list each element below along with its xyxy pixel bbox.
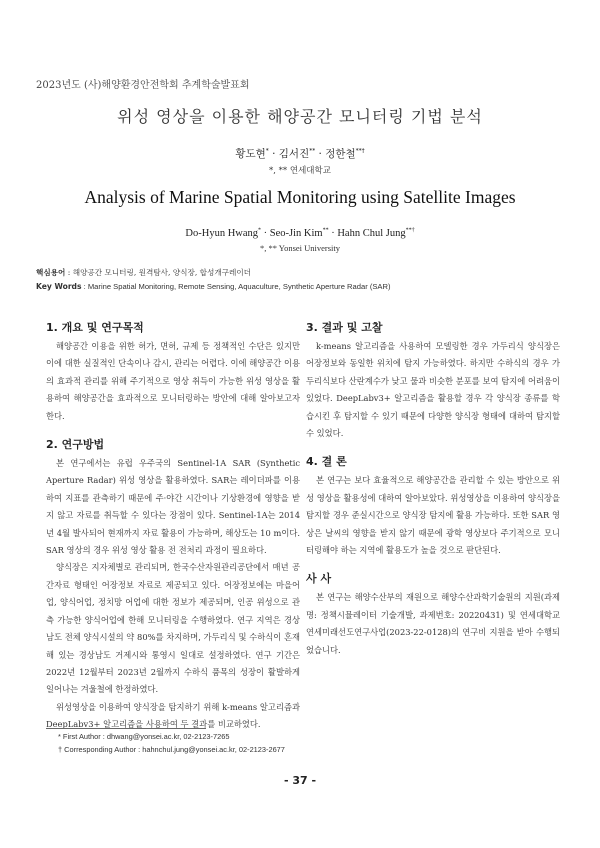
author-3-name: Hahn Chul Jung [337,228,406,239]
keywords-english [36,282,391,291]
section-heading-conclusion: 4. 결 론 [306,455,347,469]
section-heading-methods: 2. 연구방법 [46,438,105,452]
keywords-korean-label: 핵심용어 [36,268,66,277]
keywords-english-label: Key Words [36,282,82,291]
section-paragraph: 본 연구는 보다 효율적으로 해양공간을 관리할 수 있는 방안으로 위성 영상을 활용성에 대하여 알아보았다. 위성영상을 이용하여 양식장을 탐지할 경우 준실시간으로 양식장 탐지에 활용 가능하다. 또한 SAR 영상은 날씨의 영향을 받지 않기 때문에 광학 영상보다 주기적으로 모니터링해야 하는 지역에 활용도가 높을 것으로 판단된다. [306,475,560,556]
author-3-name: 정한철 [325,148,356,160]
author-separator: · [328,228,338,239]
keywords-korean [36,267,251,278]
author-separator: · [261,228,270,239]
author-separator: · [268,148,279,160]
page-number: - 37 - [283,774,317,787]
authors-english [0,228,600,239]
section-paragraph: k-means 알고리즘을 사용하여 모델링한 경우 가두리식 양식장은 어장정보와 동일한 위치에 탐지 가능하였다. 하지만 수하식의 경우 가두리식보다 산란계수가 낮고 물과 비슷한 분포를 보여 탐지에 어려움이 있었다. DeepLabv3+ 알고리즘을 활용할 경우 각 양식장 종류를 학습시킨 후 탐지할 수 있기 때문에 다양한 양식장 형태에 대하여 탐지할 수 있었다. [306,341,560,439]
author-separator: · [315,148,326,160]
title-korean: 위성 영상을 이용한 해양공간 모니터링 기법 분석 [117,107,483,126]
section-paragraph: 본 연구에서는 유럽 우주국의 Sentinel-1A SAR (Synthetic Aperture Radar) 위성 영상을 활용하였다. SAR는 레이더파를 이용하여 지표를 관측하기 때문에 주·야간 시간이나 기상환경에 영향을 받지 않고 자료를 취득할 수 있다는 장점이 있다. Sentinel-1A는 2014년 4월 발사되어 현재까지 자료 활용이 가능하며, 해상도는 10 m이다. SAR 영상의 경우 위성 영상 활용 전 전처리 과정이 필요하다. [46,458,300,556]
author-1-mark: * [265,147,269,155]
section-paragraph: 해양공간 이용을 위한 허가, 면허, 규제 등 정책적인 수단은 있지만 이에 대한 실질적인 단속이나 감시, 관리는 어렵다. 이에 해양공간 이용의 효과적 관리를 위해 주기적으로 영상 취득이 가능한 위성 영상을 활용하여 해양공간을 효과적으로 모니터링하는 방안에 대해 알아보고자 한다. [46,341,300,421]
right-column [306,318,560,659]
author-2-mark: ** [322,227,329,234]
section-paragraph: 위성영상을 이용하여 양식장을 탐지하기 위해 k-means 알고리즘과 DeepLabv3+ 알고리즘을 사용하여 두 결과를 비교하였다. [46,701,300,730]
author-1-name: Do-Hyun Hwang [185,228,259,239]
author-1-name: 황도현 [235,148,266,160]
footnote-corresponding-author: † Corresponding Author : hahnchul.jung@yonsei.ac.kr, 02-2123-2677 [58,745,285,754]
affiliation-english: *, ** Yonsei University [259,243,341,253]
footnote-first-author: * First Author : dhwang@yonsei.ac.kr, 02-2123-7265 [58,732,230,741]
section-heading-results: 3. 결과 및 고찰 [306,321,383,334]
conference-header: 2023년도 (사)해양환경안전학회 추계학술발표회 [36,80,250,91]
authors-korean [0,146,600,161]
keywords-english-text: : Marine Spatial Monitoring, Remote Sensing, Aquaculture, Synthetic Aperture Radar (SAR) [81,282,391,291]
author-3-mark: **† [405,227,415,234]
author-2-mark: ** [309,147,316,155]
left-column [46,318,300,734]
footnote-divider [46,728,206,729]
author-1-mark: * [258,227,262,234]
author-2-name: Seo-Jin Kim [269,228,323,239]
keywords-korean-text: : 해양공간 모니터링, 원격탐사, 양식장, 합성개구레이더 [65,268,252,277]
section-heading-acknowledgement: 사 사 [306,572,332,586]
section-paragraph: 양식장은 지자체별로 관리되며, 한국수산자원관리공단에서 매년 공간자료 형태인 어장정보 자료로 제공되고 있다. 어장정보에는 마을어업, 양식어업, 정치망 어업에 대한 정보가 제공되며, 인공 위성으로 관측 가능한 양식어업에 한해 모니터링을 수행하였다. 연구 지역은 경상남도 전체 양식시설의 약 80%를 차지하며, 가두리식 및 수하식이 혼재해 있는 경상남도 거제시와 통영시 일대로 설정하였다. 연구 기간은 2022년 12월부터 2023년 2월까지 수하식 품목의 성장이 활발하게 일어나는 겨울철에 한정하였다. [46,562,300,695]
title-english: Analysis of Marine Spatial Monitoring using Satellite Images [84,187,516,207]
section-paragraph: 본 연구는 해양수산부의 재원으로 해양수산과학기술원의 지원(과제명: 정책시뮬레이터 기술개발, 과제번호: 20220431) 및 연세대학교 연세미래선도연구사업(2023-22-0128)의 연구비 지원을 받아 수행되었습니다. [306,592,560,655]
affiliation-korean: *, ** 연세대학교 [269,166,331,176]
author-2-name: 김서진 [278,148,310,160]
section-heading-overview: 1. 개요 및 연구목적 [46,321,144,334]
author-3-mark: **† [355,147,365,155]
